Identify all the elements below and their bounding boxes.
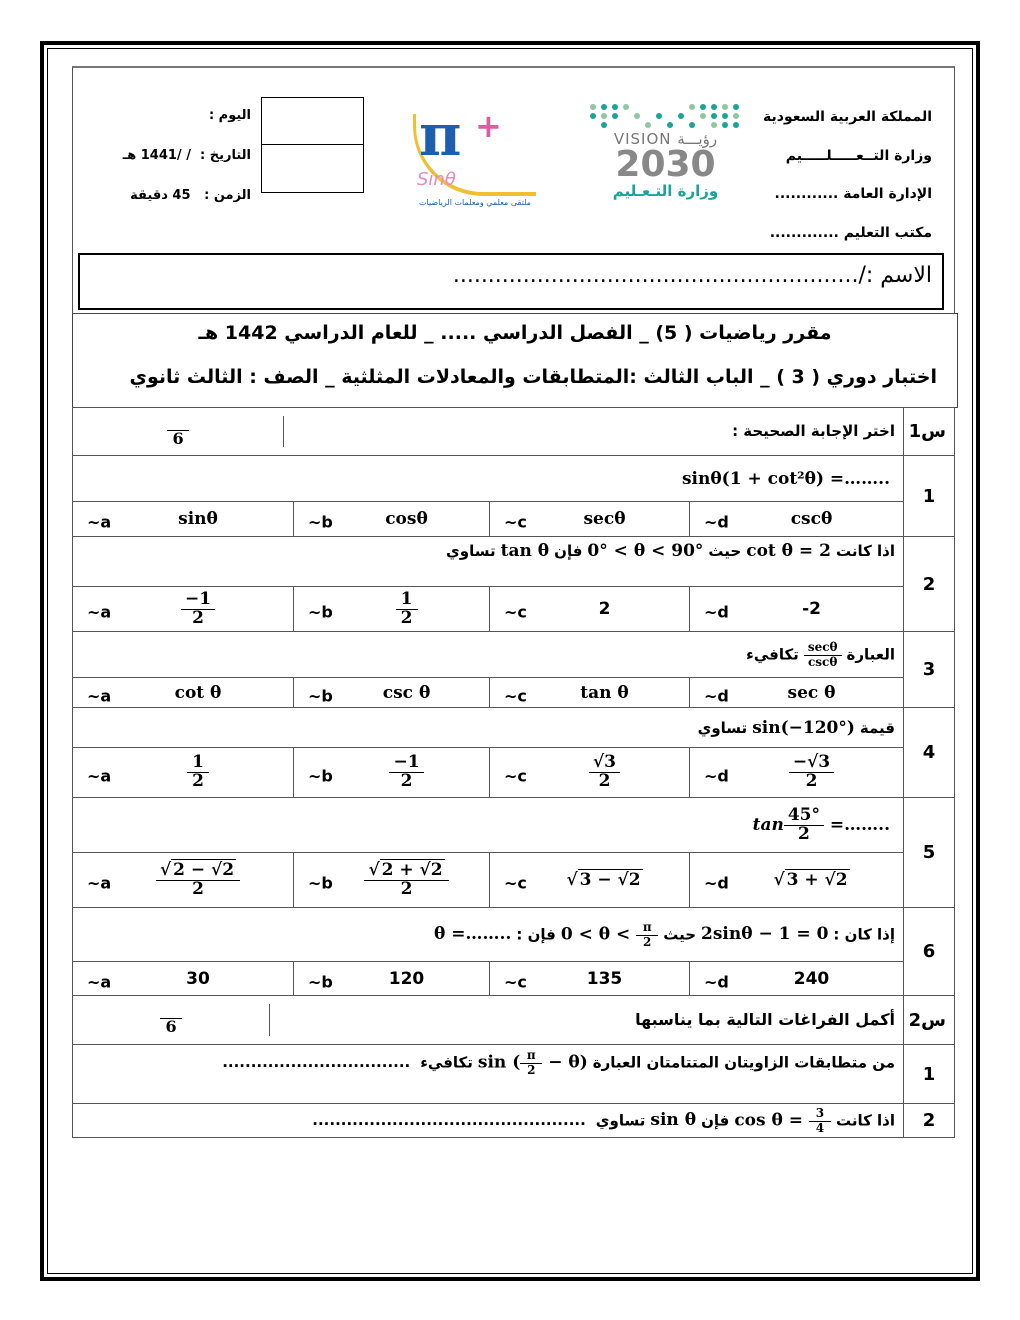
choice-b[interactable]: ~b $\frac{1}{2}$ — [294, 587, 490, 632]
section2-score: 6 — [73, 1004, 270, 1036]
choice-c[interactable]: ~c tan θ — [490, 678, 690, 708]
exam-subtitle: اختبار دوري ( 3 ) _ الباب الثالث :المتطابقات والمعادلات المثلثية _ الصف : الثالث ثانوي — [129, 366, 937, 388]
logo-dot — [590, 104, 596, 110]
choice-d[interactable]: ~d sec θ — [690, 678, 904, 708]
question-3: 3 العبارة $\frac{\sec\theta}{\csc\theta}$ تكافيء — [73, 632, 955, 678]
choice-d[interactable]: ~d cscθ — [690, 502, 904, 537]
q-text: حيث — [708, 542, 742, 560]
item-number: 1 — [904, 1045, 955, 1104]
choice-c[interactable]: ~c √ 3 − √2 — [490, 853, 690, 908]
logo-pi: π — [419, 101, 462, 169]
fill-item-2: 2 اذا كانتcos θ = $\frac{3}{4}$ فإنsin θتساوي................................................ — [73, 1104, 955, 1138]
q-text: فإن — [554, 542, 583, 560]
country-label: المملكة العربية السعودية — [763, 109, 932, 125]
choices-row — [73, 853, 955, 908]
logo-dot — [656, 104, 662, 110]
choice-b[interactable]: ~b $\frac{-1}{2}$ — [294, 748, 490, 798]
question-number: 3 — [904, 632, 955, 708]
q-text: تساوي — [446, 542, 496, 560]
q-math: 0° < θ < 90° — [587, 541, 704, 561]
logo-dot — [722, 104, 728, 110]
choice-d[interactable]: ~d $\frac{-√3}{2}$ — [690, 748, 904, 798]
choice-d[interactable]: ~d -2 — [690, 587, 904, 632]
logo-dot — [634, 104, 640, 110]
logo-dot — [689, 122, 695, 128]
q-text: العبارة — [846, 645, 896, 663]
date-box[interactable] — [262, 145, 363, 191]
questions-table — [72, 407, 955, 1138]
choice-d[interactable]: ~d 240 — [690, 962, 904, 996]
choices-row — [73, 678, 955, 708]
logo-dot — [722, 113, 728, 119]
choice-a[interactable]: ~a cot θ — [73, 678, 294, 708]
exam-title — [72, 313, 958, 408]
logo-caption: ملتقى معلمي ومعلمات الرياضيات — [419, 198, 531, 207]
logo-dot — [656, 113, 662, 119]
name-label: الاسم :/.......................................................... — [452, 263, 932, 288]
logo-dot — [634, 113, 640, 119]
logo-dot — [590, 113, 596, 119]
q-text: من متطابقات الزاويتان المتتامتان العبارة — [592, 1053, 896, 1072]
logo-dot — [689, 104, 695, 110]
choice-b[interactable]: ~b cosθ — [294, 502, 490, 537]
q-text: قيمة — [859, 718, 896, 737]
choice-c[interactable]: ~c 135 — [490, 962, 690, 996]
section2-instruction: أكمل الفراغات التالية بما يناسبها — [635, 1010, 896, 1030]
q-text: إذا كان : — [833, 925, 896, 943]
logo-dot — [700, 104, 706, 110]
section2-header — [73, 996, 955, 1045]
question-6: 6 إذا كان :2sinθ − 1 = 0حيث0 < θ < $\frac{\pi}{2}$ فإن :θ =…….. — [73, 908, 955, 962]
student-name-field[interactable] — [78, 253, 944, 310]
q-math: θ =…….. — [434, 924, 512, 944]
exam-meta — [91, 108, 251, 228]
choice-a[interactable]: ~a sinθ — [73, 502, 294, 537]
logo-dot — [700, 122, 706, 128]
logo-dot — [678, 122, 684, 128]
q-math: sin θ — [650, 1110, 697, 1130]
choices-row — [73, 587, 955, 632]
vision-ministry: وزارة التـعـليم — [612, 182, 719, 200]
logo-dot — [667, 104, 673, 110]
logo-dot — [601, 113, 607, 119]
logo-dot — [590, 122, 596, 128]
choice-d[interactable]: ~d √ 3 + √2 — [690, 853, 904, 908]
section2-label: س2 — [904, 996, 955, 1045]
logo-dot — [645, 104, 651, 110]
choice-a[interactable]: ~a $\frac{√ 2 - √2}{2}$ — [73, 853, 294, 908]
logo-dot — [689, 113, 695, 119]
q-text: فإن — [701, 1111, 730, 1129]
vision-2030-logo — [578, 104, 753, 214]
question-number: 4 — [904, 708, 955, 798]
q-text: فإن : — [516, 925, 556, 943]
answer-blank[interactable]: ................................................ — [312, 1111, 586, 1129]
section1-label: س1 — [904, 408, 955, 456]
q-text: تساوي — [595, 1111, 646, 1129]
choices-row — [73, 748, 955, 798]
logo-dot — [678, 113, 684, 119]
logo-dot — [612, 104, 618, 110]
logo-sin: Sinθ — [417, 169, 456, 190]
answer-blank[interactable]: ................................. — [222, 1053, 411, 1072]
day-date-boxes — [261, 97, 364, 193]
logo-dot — [612, 113, 618, 119]
pi-plus-logo — [413, 101, 563, 214]
logo-dot — [667, 122, 673, 128]
logo-dot — [623, 113, 629, 119]
item-number: 2 — [904, 1104, 955, 1138]
q-math: sin(−120°) — [752, 717, 855, 738]
logo-dot — [711, 122, 717, 128]
choice-b[interactable]: ~b $\frac{√ 2 + √2}{2}$ — [294, 853, 490, 908]
date-value: / /1441 هـ — [122, 148, 191, 163]
q-math: 2sinθ − 1 = 0 — [701, 924, 829, 944]
vision-year: 2030 — [615, 144, 716, 185]
logo-dot — [711, 104, 717, 110]
choice-b[interactable]: ~b 120 — [294, 962, 490, 996]
question-2 — [73, 537, 955, 587]
logo-dot — [645, 113, 651, 119]
logo-dot — [678, 104, 684, 110]
q-text: حيث — [663, 925, 697, 943]
question-5: 5 tan $\frac{45^\circ}{2}$ =…….. — [73, 798, 955, 853]
question-number: 2 — [904, 537, 955, 632]
vision-text: VISION رؤيـــة — [613, 130, 718, 148]
section1-header — [73, 408, 955, 456]
logo-dot — [645, 122, 651, 128]
choices-row — [73, 962, 955, 996]
question-number: 5 — [904, 798, 955, 908]
admin-label: الإدارة العامة ............ — [774, 186, 932, 202]
logo-dot — [667, 113, 673, 119]
logo-plus: + — [475, 107, 502, 145]
q-text: تساوي — [697, 718, 748, 737]
logo-dot — [634, 122, 640, 128]
choices-row — [73, 502, 955, 537]
logo-dot — [612, 122, 618, 128]
date-label: التاريخ : — [200, 148, 251, 163]
choice-a[interactable]: ~a $\frac{1}{2}$ — [73, 748, 294, 798]
time-value: 45 دقيقة — [130, 188, 191, 203]
logo-dot — [656, 122, 662, 128]
course-title: مقرر رياضيات ( 5) _ الفصل الدراسي ..... _ للعام الدراسي 1442 هـ — [198, 322, 832, 344]
logo-dot — [733, 122, 739, 128]
logo-dots — [578, 104, 753, 128]
choice-c[interactable]: ~c 2 — [490, 587, 690, 632]
fill-item-1: 1 من متطابقات الزاويتان المتتامتان العبارةsin ( $\frac{\pi}{2}$ − θ)تكافيء................................. — [73, 1045, 955, 1104]
office-label: مكتب التعليم ............. — [769, 224, 932, 241]
choice-b[interactable]: ~b csc θ — [294, 678, 490, 708]
logo-dot — [623, 122, 629, 128]
institution-lines — [763, 98, 932, 252]
question-1 — [73, 456, 955, 502]
question-number: 6 — [904, 908, 955, 996]
q-text: اذا كانت — [835, 1111, 896, 1129]
logo-dot — [733, 104, 739, 110]
question-number: 1 — [904, 456, 955, 537]
choice-c[interactable]: ~c $\frac{√3}{2}$ — [490, 748, 690, 798]
question-4 — [73, 708, 955, 748]
q-math: tan θ — [500, 541, 550, 561]
logo-dot — [623, 104, 629, 110]
q-text: تكافيء — [420, 1053, 473, 1072]
section1-score: 6 — [73, 416, 284, 448]
logo-dot — [700, 113, 706, 119]
time-label: الزمن : — [204, 188, 251, 203]
q-text: تكافيء — [746, 645, 799, 663]
question-expression: sinθ(1 + cot²θ) =…….. — [681, 468, 891, 489]
q-text: اذا كانت — [835, 542, 896, 560]
day-label: اليوم : — [208, 108, 251, 123]
day-box[interactable] — [262, 98, 363, 145]
choice-c[interactable]: ~c secθ — [490, 502, 690, 537]
logo-dot — [722, 122, 728, 128]
logo-dot — [601, 122, 607, 128]
choice-a[interactable]: ~a $\frac{-1}{2}$ — [73, 587, 294, 632]
logo-dot — [733, 113, 739, 119]
q-math: cot θ = 2 — [746, 541, 831, 561]
logo-dot — [601, 104, 607, 110]
logo-dot — [711, 113, 717, 119]
choice-a[interactable]: ~a 30 — [73, 962, 294, 996]
section1-instruction: اختر الإجابة الصحيحة : — [732, 422, 896, 441]
ministry-label: وزارة التــعـــــلـــــيم — [785, 147, 932, 164]
